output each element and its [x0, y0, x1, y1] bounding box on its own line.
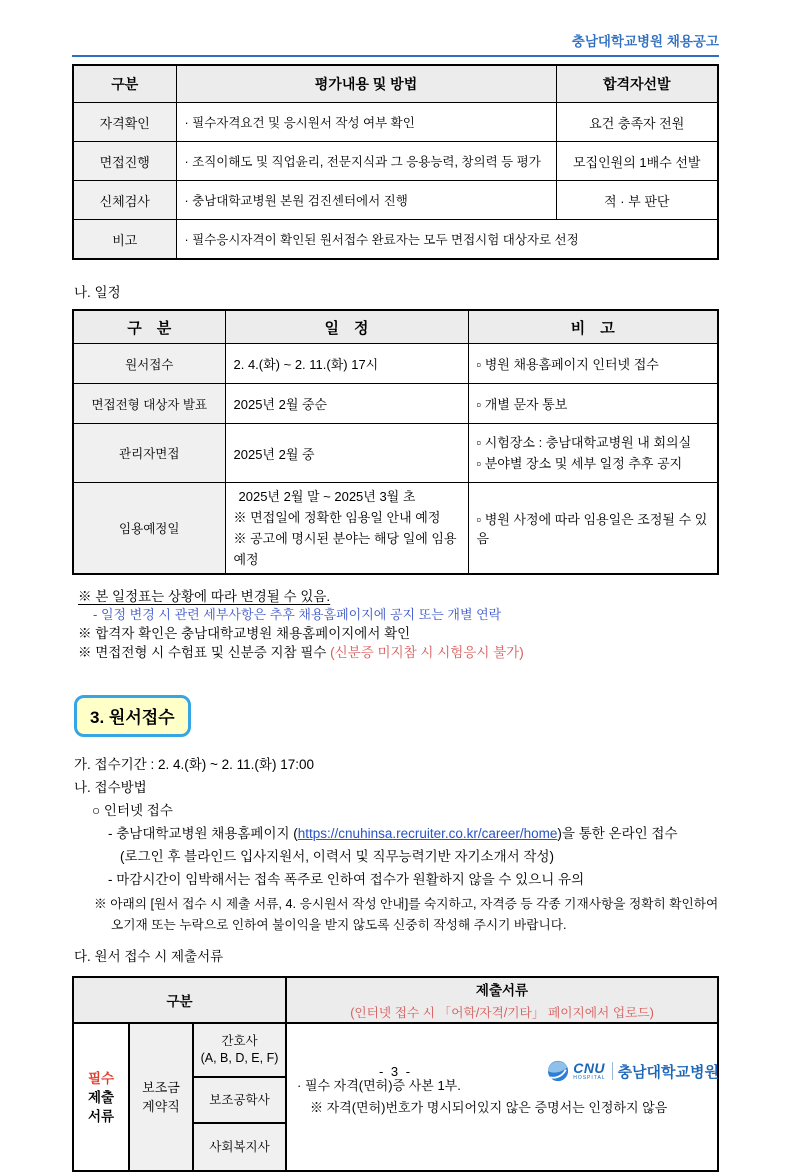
- schedule-line: 2025년 2월 말 ~ 2025년 3월 초: [238, 489, 416, 504]
- row-category: 면접진행: [73, 142, 176, 181]
- receipt-period-line: 가. 접수기간 : 2. 4.(화) ~ 2. 11.(화) 17:00: [74, 757, 314, 772]
- required-label-red: 필수: [87, 1070, 115, 1086]
- row-category: 관리자면접: [73, 424, 225, 483]
- schedule-col-schedule: 일 정: [225, 310, 468, 344]
- note-line: ※ 합격자 확인은 충남대학교병원 채용홈페이지에서 확인: [78, 626, 411, 641]
- doc-header: [72, 30, 719, 57]
- row-note: ▫ 병원 채용홈페이지 인터넷 접수: [468, 344, 718, 384]
- doc-header-label: 충남대학교병원 채용공고: [571, 34, 719, 49]
- note-warning-red: (신분증 미지참 시 시험응시 불가): [330, 645, 524, 660]
- section-3-heading-label: 3. 원서접수: [90, 708, 175, 727]
- table-row: [73, 483, 718, 575]
- group-label-line: 서류: [87, 1108, 115, 1124]
- required-docs-group-cell: [73, 1023, 129, 1171]
- deadline-warning-line: - 마감시간이 임박해서는 접속 폭주로 인하여 접수가 원활하지 않을 수 있으니 유의: [108, 872, 585, 887]
- submit-table-header-row: [73, 977, 718, 1023]
- internet-receipt-line: ○ 인터넷 접수: [92, 803, 173, 818]
- position-cell: 사회복지사: [193, 1123, 286, 1171]
- row-category: 자격확인: [73, 103, 176, 142]
- page-footer: [72, 1060, 719, 1090]
- receipt-method-line: 나. 접수방법: [74, 780, 147, 795]
- row-note: ▫ 개별 문자 통보: [468, 384, 718, 424]
- row-content: · 필수응시자격이 확인된 원서접수 완료자는 모두 면접시험 대상자로 선정: [176, 220, 718, 260]
- table-row: [73, 181, 718, 220]
- row-schedule: 2. 4.(화) ~ 2. 11.(화) 17시: [225, 344, 468, 384]
- logo-hospital-text: HOSPITAL: [573, 1075, 606, 1081]
- group-label-line: 제출: [87, 1089, 115, 1105]
- schedule-col-category: 구 분: [73, 310, 225, 344]
- docs-line: · 필수 자격(면허)증 사본 1부.: [297, 1078, 461, 1093]
- eval-col-content: 평가내용 및 방법: [176, 65, 556, 103]
- row-content: · 충남대학교병원 본원 검진센터에서 진행: [176, 181, 556, 220]
- table-row: [73, 424, 718, 483]
- schedule-table: [72, 309, 719, 575]
- schedule-line: ※ 면접일에 정확한 임용일 안내 예정: [233, 510, 441, 525]
- logo-hospital-name: 충남대학교병원: [617, 1063, 719, 1081]
- eval-col-category: 구분: [73, 65, 176, 103]
- row-note: ▫ 병원 사정에 따라 임용일은 조정될 수 있음: [468, 483, 718, 575]
- table-row: [73, 344, 718, 384]
- submit-col-docs-title: 제출서류: [475, 983, 529, 998]
- homepage-line-post: )을 통한 온라인 접수: [557, 826, 678, 841]
- logo-cnu-text: CNU: [573, 1060, 606, 1076]
- submit-col-docs-subtitle: (인터넷 접수 시 「어학/자격/기타」 페이지에서 업로드): [350, 1006, 654, 1020]
- note-text: ※ 면접전형 시 수험표 및 신분증 지참 필수: [78, 645, 331, 660]
- schedule-notes: [78, 587, 719, 662]
- homepage-sub-line: (로그인 후 블라인드 입사지원서, 이력서 및 직무능력기반 자기소개서 작성): [120, 849, 554, 864]
- row-category: 비고: [73, 220, 176, 260]
- recruit-homepage-link[interactable]: https://cnuhinsa.recruiter.co.kr/career/home: [297, 826, 558, 841]
- note-line: ▫ 시험장소 : 충남대학교병원 내 회의실: [476, 435, 692, 450]
- note-line: [78, 643, 719, 662]
- homepage-line: [108, 822, 719, 845]
- row-content: · 필수자격요건 및 응시원서 작성 여부 확인: [176, 103, 556, 142]
- table-row: [73, 384, 718, 424]
- note-underlined: ※ 본 일정표는 상황에 따라 변경될 수 있음.: [78, 589, 331, 604]
- schedule-col-note: 비 고: [468, 310, 718, 344]
- docs-detail-cell: [286, 1023, 718, 1171]
- globe-icon: [547, 1060, 569, 1082]
- row-selection: 적 · 부 판단: [556, 181, 718, 220]
- row-note: [468, 424, 718, 483]
- row-selection: 요건 충족자 전원: [556, 103, 718, 142]
- table-row: [73, 220, 718, 260]
- row-selection: 모집인원의 1배수 선발: [556, 142, 718, 181]
- evaluation-table-header-row: [73, 65, 718, 103]
- submit-col-category: 구분: [73, 977, 286, 1023]
- schedule-section-title: 나. 일정: [74, 285, 121, 300]
- note-sub-blue: - 일정 변경 시 관련 세부사항은 추후 채용홈페이지에 공지 또는 개별 연락: [93, 607, 502, 622]
- caution-paragraph: ※ 아래의 [원서 접수 시 제출 서류, 4. 응시원서 작성 안내]를 숙지하고, 자격증 등 각종 기재사항을 정확히 확인하여 오기재 또는 누락으로 인하여 불이익을 받지 않도록 신중히 작성해 주시기 바랍니다.: [94, 897, 719, 932]
- row-category: 신체검사: [73, 181, 176, 220]
- row-schedule: 2025년 2월 중: [225, 424, 468, 483]
- note-line: ▫ 분야별 장소 및 세부 일정 추후 공지: [476, 456, 683, 471]
- note-line: [78, 587, 719, 606]
- row-content: · 조직이해도 및 직업윤리, 전문지식과 그 응용능력, 창의력 등 평가: [176, 142, 556, 181]
- logo-divider: [612, 1062, 613, 1080]
- row-category: 원서접수: [73, 344, 225, 384]
- position-line: (A, B, D, E, F): [200, 1051, 279, 1065]
- schedule-table-header-row: [73, 310, 718, 344]
- submit-docs-section-line: 다. 원서 접수 시 제출서류: [74, 949, 224, 964]
- row-schedule: [225, 483, 468, 575]
- section-3-heading: [74, 695, 191, 737]
- table-row: [73, 103, 718, 142]
- eval-col-selection: 합격자선발: [556, 65, 718, 103]
- logo-text-block: [573, 1061, 605, 1081]
- position-cell: 보조공학사: [193, 1077, 286, 1123]
- job-type-line: 계약직: [142, 1099, 180, 1114]
- table-row: [73, 142, 718, 181]
- job-type-line: 보조금: [142, 1080, 180, 1095]
- page-number: - 3 -: [378, 1064, 413, 1079]
- cnu-hospital-logo: [547, 1060, 719, 1082]
- schedule-line: ※ 공고에 명시된 분야는 해당 일에 임용 예정: [233, 531, 457, 567]
- job-type-cell: [129, 1023, 193, 1171]
- row-category: 면접전형 대상자 발표: [73, 384, 225, 424]
- homepage-line-pre: - 충남대학교병원 채용홈페이지 (: [108, 826, 298, 841]
- position-line: 간호사: [221, 1034, 258, 1048]
- evaluation-table: [72, 64, 719, 260]
- row-category: 임용예정일: [73, 483, 225, 575]
- row-schedule: 2025년 2월 중순: [225, 384, 468, 424]
- docs-note-line: ※ 자격(면허)번호가 명시되어있지 않은 증명서는 인정하지 않음: [310, 1100, 668, 1115]
- submit-col-docs: [286, 977, 718, 1023]
